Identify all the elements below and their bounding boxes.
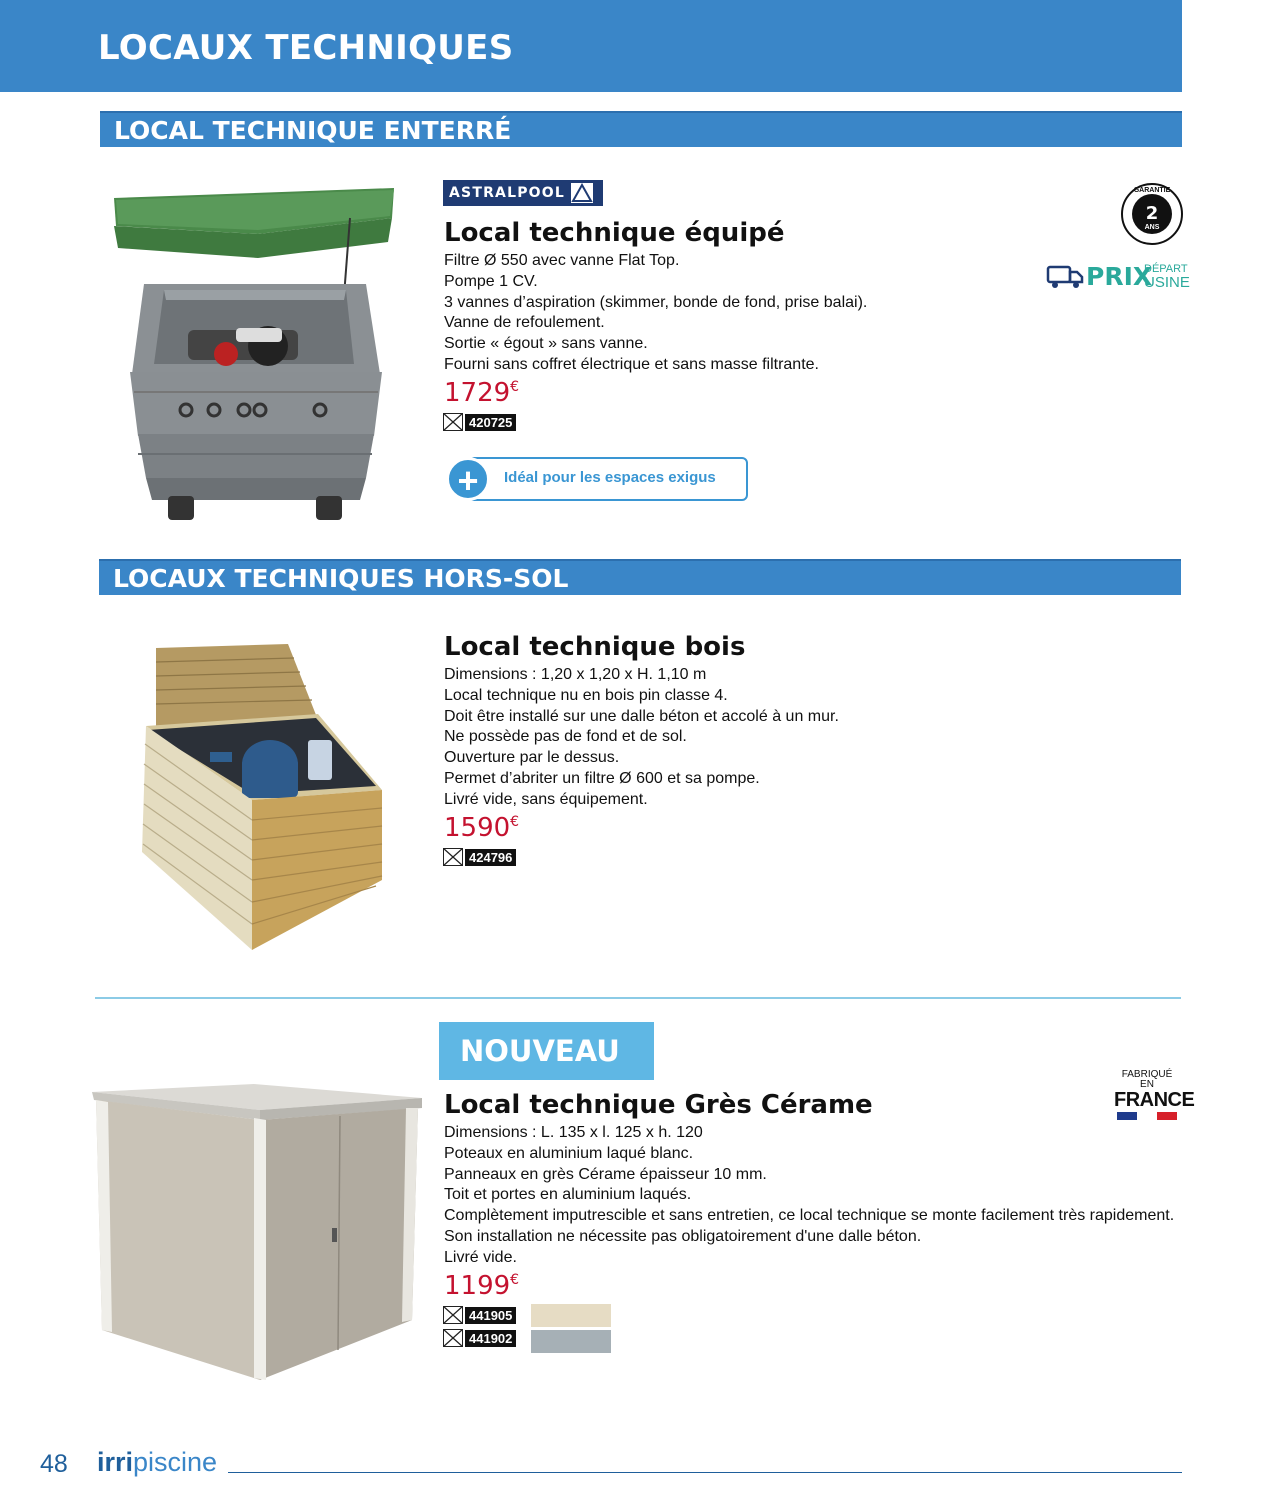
tip-callout: + Idéal pour les espaces exigus [446, 456, 748, 502]
section-title: LOCAUX TECHNIQUES HORS-SOL [113, 564, 569, 593]
product-reference: 441902 [443, 1329, 516, 1347]
buried-tech-box-image [108, 178, 404, 526]
new-badge: NOUVEAU [439, 1022, 654, 1080]
product-description [444, 1123, 1174, 1269]
wooden-tech-box-image [140, 640, 386, 956]
description-line: Complètement imputrescible et sans entretien, ce local technique se monte facilement très rapidement. [444, 1207, 1175, 1225]
product-title: Local technique équipé [444, 218, 785, 248]
description-line: Dimensions : 1,20 x 1,20 x H. 1,10 m [444, 666, 707, 683]
product-reference: 420725 [443, 413, 516, 431]
product-description [444, 665, 839, 811]
color-swatch-beige [531, 1304, 611, 1327]
product-description [444, 251, 867, 376]
description-line: Pompe 1 CV. [444, 272, 538, 290]
section-title: LOCAL TECHNIQUE ENTERRÉ [114, 116, 512, 145]
svg-text:2: 2 [1145, 203, 1159, 224]
page-title: LOCAUX TECHNIQUES [98, 28, 514, 68]
reference-box-icon [443, 413, 463, 431]
svg-text:ANS: ANS [1144, 224, 1160, 231]
description-line: Panneaux en grès Cérame épaisseur 10 mm. [444, 1165, 767, 1183]
product-title: Local technique bois [444, 632, 746, 662]
description-line: Filtre Ø 550 avec vanne Flat Top. [444, 252, 680, 269]
description-line: Ne possède pas de fond et de sol. [444, 728, 687, 746]
description-line: Local technique nu en bois pin classe 4. [444, 686, 728, 704]
page-header [0, 0, 1182, 92]
description-line: Fourni sans coffret électrique et sans masse filtrante. [444, 355, 819, 373]
svg-text:GARANTIE: GARANTIE [1133, 187, 1171, 194]
description-line: Livré vide. [444, 1248, 517, 1266]
color-swatch-grey [531, 1330, 611, 1353]
description-line: 3 vannes d’aspiration (skimmer, bonde de fond, prise balai). [444, 293, 868, 311]
section-bar-enterre [100, 111, 1182, 147]
description-line: Vanne de refoulement. [444, 314, 605, 332]
plus-icon: + [446, 457, 490, 501]
description-line: Livré vide, sans équipement. [444, 790, 648, 808]
astralpool-logo: ASTRALPOOL [443, 180, 603, 206]
description-line: Toit et portes en aluminium laqués. [444, 1186, 692, 1204]
product-title: Local technique Grès Cérame [444, 1090, 873, 1120]
reference-box-icon [443, 848, 463, 866]
product-price: 1729€ [444, 378, 520, 408]
description-line: Doit être installé sur une dalle béton et accolé à un mur. [444, 707, 839, 725]
truck-icon [1046, 264, 1084, 290]
astralpool-triangle-icon [571, 183, 593, 203]
section-bar-hors-sol [99, 559, 1181, 595]
prix-depart-usine: PRIX DÉPART USINE [1046, 262, 1186, 292]
ceramic-tech-box-image [88, 1080, 424, 1386]
section-divider [95, 997, 1181, 999]
reference-box-icon [443, 1306, 463, 1324]
reference-box-icon [443, 1329, 463, 1347]
description-line: Poteaux en aluminium laqué blanc. [444, 1144, 694, 1162]
irripiscine-logo: irripiscine [97, 1447, 218, 1477]
france-flag-icon [1114, 1112, 1180, 1120]
description-line: Permet d’abriter un filtre Ø 600 et sa pompe. [444, 769, 760, 787]
description-line: Dimensions : L. 135 x l. 125 x h. 120 [444, 1124, 703, 1141]
product-price: 1199€ [444, 1271, 520, 1301]
description-line: Ouverture par le dessus. [444, 749, 620, 767]
product-price: 1590€ [444, 813, 520, 843]
page-number: 48 [40, 1450, 68, 1478]
description-line: Sortie « égout » sans vanne. [444, 335, 648, 353]
product-reference: 424796 [443, 848, 516, 866]
product-reference: 441905 [443, 1306, 516, 1324]
made-in-france-badge: FABRIQUÉ EN FRANCE [1114, 1070, 1180, 1114]
guarantee-badge [1120, 182, 1184, 246]
footer-rule [228, 1472, 1182, 1473]
description-line: Son installation ne nécessite pas obligatoirement d'une dalle béton. [444, 1227, 922, 1245]
